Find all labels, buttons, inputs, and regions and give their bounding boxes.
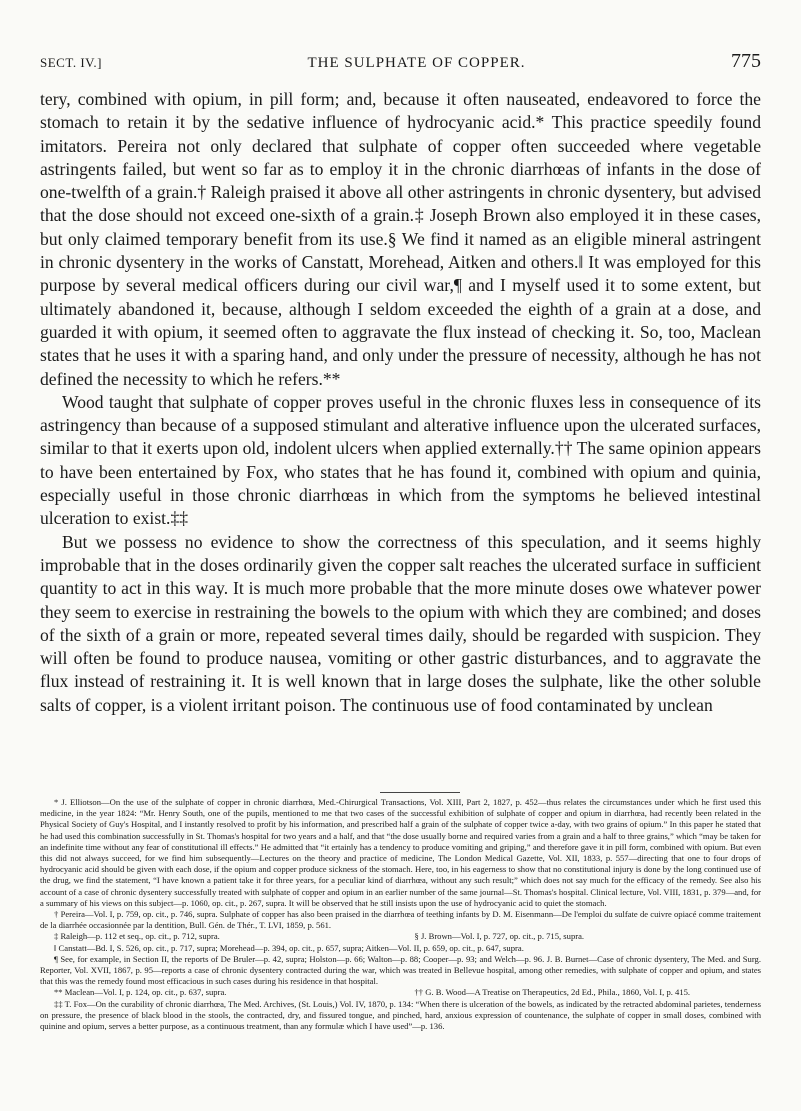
footnote: * J. Elliotson—On the use of the sulphate of copper in chronic diarrhœa, Med.-Chirurgical Transactions, Vol. XIII, Part 2, 1827, p. 452—thus relates the circumstances under which he first used this medicine, in the year 1824: “Mr. Henry South, one of the pupils, mentioned to me that two cases of the successful exhibition of sulphate of copper and opium in diarrhœa, had recently been related in the Physical Society of Guy's Hospital, and I instantly resolved to profit by his information, and prescribed half a grain of the sulphate of copper twice a-day, with two grains of opium.” In this paper he stated that he had used this combination successfully in St. Thomas's hospital for two years and a half, and that “the dose usually borne and required varies from a grain and a half to three grains,” which “may be taken for an indefinite time without any fear of constitutional ill effects.” He admitted that “it ertainly has a tendency to produce vomiting and griping,” and therefore gave it in pill form, combined with opium. But even this did not always succeed, for we find him subsequently—Lectures on the theory and practice of medicine, The London Medical Gazette, Vol. XII, 1833, p. 557—directing that one to four drops of hydrocyanic acid should be given with each dose, if the opium and copper produce sickness of the stomach. Here, too, in his eagerness to show that no constitutional injury is done by the long continued use of the drug, we find the statement, “I have known a patient take it for three years, for a peculiar kind of diarrhœa, without any such result;” which does not say much for the efficacy of the remedy. See also his account of a case of chronic dysentery successfully treated with sulphate of copper and opium in an earlier number of the same journal—St. Thomas's hospital. Clinical lecture, Vol. VIII, 1831, p. 379—and, for a summary of his views on this subject—p. 1060, op. cit., p. 267, supra. It will be observed that he still insists upon the use of hydrocyanic acid to quiet the stomach. [40, 797, 761, 908]
footnote: ¶ See, for example, in Section II, the reports of De Bruler—p. 42, supra; Holston—p. 66; Walton—p. 88; Cooper—p. 93; and Welch—p. 96. J. B. Burnet—Case of chronic dysentery, The Med. and Surg. Reporter, Vol. XVII, 1867, p. 95—reports a case of chronic dysentery contracted during the war, which was treated in Bellevue hospital, among other remedies, with sulphate of copper and opium, and states that this was the remedy found most efficacious in such cases during his residence in that hospital. [40, 953, 761, 987]
paragraph: Wood taught that sulphate of copper proves useful in the chronic fluxes less in consequence of its astringency than because of a supposed stimulant and alterative influence upon the ulcerated surfaces, similar to that it exerts upon old, indolent ulcers when applied externally.†† The same opinion appears to have been entertained by Fox, who states that he has found it, combined with opium and quinia, especially useful in those chronic diarrhœas in which from the symptoms he believed intestinal ulceration to exist.‡‡ [40, 391, 761, 529]
footnote: ** Maclean—Vol. I, p. 124, op. cit., p. 637, supra. [54, 987, 227, 998]
footnote: † Pereira—Vol. I, p. 759, op. cit., p. 746, supra. Sulphate of copper has also been praised in the diarrhœa of teething infants by D. M. Eisenmann—De l'emploi du sulfate de cuivre opiacé comme traitement de la diarrhée occasionnée par la dentition, Bull. Gén. de Thér., T. LVI, 1859, p. 561. [40, 909, 761, 931]
running-head [40, 50, 761, 74]
footnote: ‖ Canstatt—Bd. I, S. 526, op. cit., p. 717, supra; Morehead—p. 394, op. cit., p. 657, supra; Aitken—Vol. II, p. 659, op. cit., p. 647, supra. [54, 942, 524, 953]
footnote: ‡ Raleigh—p. 112 et seq., op. cit., p. 712, supra. [54, 931, 220, 942]
page-number: 775 [730, 50, 761, 72]
footnote-pair [40, 931, 761, 942]
footnotes [40, 792, 761, 1103]
page-title: THE SULPHATE OF COPPER. [307, 55, 526, 71]
footnote-pair [40, 987, 761, 998]
paragraph: But we possess no evidence to show the correctness of this speculation, and it seems highly improbable that in the doses ordinarily given the copper salt reaches the ulcerated surface in sufficient quantity to act in this way. It is much more probable that the more minute doses owe whatever power they seem to exercise in restraining the bowels to the opium with which they are combined; and doses of the sixth of a grain or more, repeated several times daily, should be regarded with suspicion. They will often be found to produce nausea, vomiting or other gastric disturbances, and to aggravate the flux instead of restraining it. It is well known that in large doses the sulphate, like the other soluble salts of copper, is a violent irritant poison. The continuous use of food contaminated by unclean [40, 531, 761, 715]
footnote: § J. Brown—Vol. I, p. 727, op. cit., p. 715, supra. [414, 931, 585, 942]
body-text [40, 88, 761, 717]
footnote: †† G. B. Wood—A Treatise on Therapeutics, 2d Ed., Phila., 1860, Vol. I, p. 415. [414, 987, 691, 998]
section-label: SECT. IV.] [40, 55, 102, 70]
paragraph: tery, combined with opium, in pill form; and, because it often nauseated, endeavored to force the stomach to retain it by the sedative influence of hydrocyanic acid.* This practice speedily found imitators. Pereira not only declared that sulphate of copper often succeeded where vegetable astringents failed, but went so far as to employ it in the chronic diarrhœas of infants in the dose of one-twelfth of a grain.† Raleigh praised it above all other astringents in chronic dysentery, but advised that the dose should not exceed one-sixth of a grain.‡ Joseph Brown also employed it in these cases, but only claimed temporary benefit from its use.§ We find it named as an eligible mineral astringent in chronic dysentery in the works of Canstatt, Morehead, Aitken and others.‖ It was employed for this purpose by several medical officers during our civil war,¶ and I myself used it to some extent, but ultimately abandoned it, because, although I seldom exceeded the eighth of a grain at a dose, and guarded it with opium, it seemed often to aggravate the flux instead of checking it. So, too, Maclean states that he uses it with a sparing hand, and only under the pressure of necessity, although he has not defined the necessity to which he refers.** [40, 89, 761, 389]
footnote-divider [380, 792, 460, 793]
footnote: ‡‡ T. Fox—On the curability of chronic diarrhœa, The Med. Archives, (St. Louis,) Vol. IV, 1870, p. 134: “When there is ulceration of the bowels, as indicated by the retracted abdominal parietes, tenderness on pressure, the presence of black blood in the stools, the contracted, dry, and fissured tongue, and pinched, hard, anxious expression of countenance, the sulphate of copper in small doses, combined with quinine and opium, serves a better purpose, as a continuous treatment, than any formulæ which I have used”—p. 136. [40, 998, 761, 1032]
